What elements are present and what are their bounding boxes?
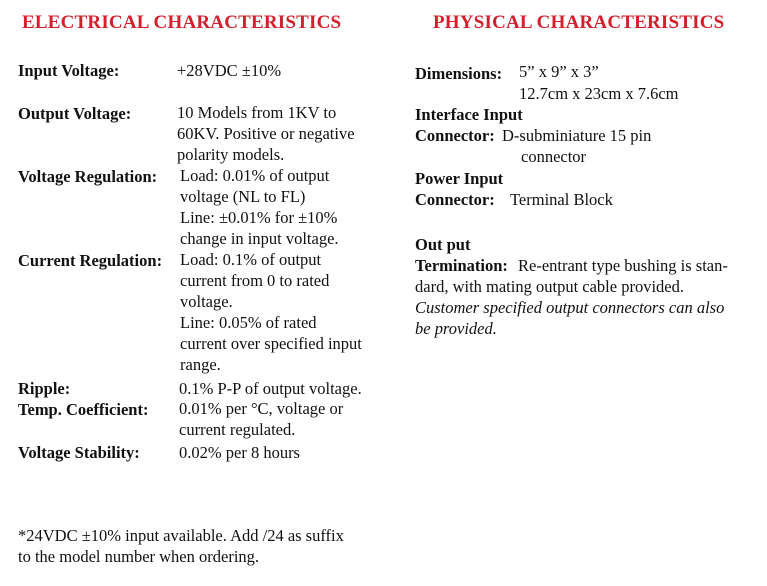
- output-voltage-label: Output Voltage:: [18, 104, 132, 123]
- interface-connector-label: Connector:: [415, 126, 495, 145]
- input-voltage-label: Input Voltage:: [18, 61, 120, 80]
- voltage-regulation-label: Voltage Regulation:: [18, 167, 158, 186]
- output-title: Out put: [415, 235, 471, 254]
- output-voltage-value: 10 Models from 1KV to 60KV. Positive or negative polarity models.: [177, 103, 355, 164]
- voltage-stability-label: Voltage Stability:: [18, 443, 140, 462]
- temp-coefficient-value: 0.01% per °C, voltage or current regulated.: [179, 399, 344, 439]
- input-voltage-value: +28VDC ±10%: [177, 61, 282, 80]
- termination-value-line2: dard, with mating output cable provided.: [415, 277, 684, 296]
- dimensions-label: Dimensions:: [415, 64, 503, 83]
- current-regulation-value: Load: 0.1% of output current from 0 to rated voltage. Line: 0.05% of rated current over specified input range.: [180, 250, 362, 374]
- interface-connector-value: D-subminiature 15 pin: [502, 126, 652, 145]
- power-connector-value: Terminal Block: [510, 190, 613, 209]
- electrical-heading: ELECTRICAL CHARACTERISTICS: [22, 12, 342, 33]
- physical-heading: PHYSICAL CHARACTERISTICS: [433, 12, 725, 33]
- dimensions-metric: 12.7cm x 23cm x 7.6cm: [519, 84, 679, 103]
- custom-output-note: Customer specified output connectors can also be provided.: [415, 298, 725, 338]
- voltage-stability-value: 0.02% per 8 hours: [179, 443, 300, 462]
- dimensions-imperial: 5” x 9” x 3”: [519, 62, 599, 81]
- ripple-label: Ripple:: [18, 379, 71, 398]
- interface-input-title: Interface Input: [415, 105, 523, 124]
- current-regulation-label: Current Regulation:: [18, 251, 163, 270]
- ripple-value: 0.1% P-P of output voltage.: [179, 379, 362, 398]
- termination-label: Termination:: [415, 256, 508, 275]
- termination-value-line1: Re-entrant type bushing is stan-: [518, 256, 728, 275]
- temp-coefficient-label: Temp. Coefficient:: [18, 400, 149, 419]
- power-connector-label: Connector:: [415, 190, 495, 209]
- interface-connector-value-cont: connector: [521, 147, 587, 166]
- power-input-title: Power Input: [415, 169, 504, 188]
- voltage-regulation-value: Load: 0.01% of output voltage (NL to FL) Line: ±0.01% for ±10% change in input voltage.: [180, 166, 339, 248]
- footnote: *24VDC ±10% input available. Add /24 as suffix to the model number when ordering.: [18, 526, 344, 566]
